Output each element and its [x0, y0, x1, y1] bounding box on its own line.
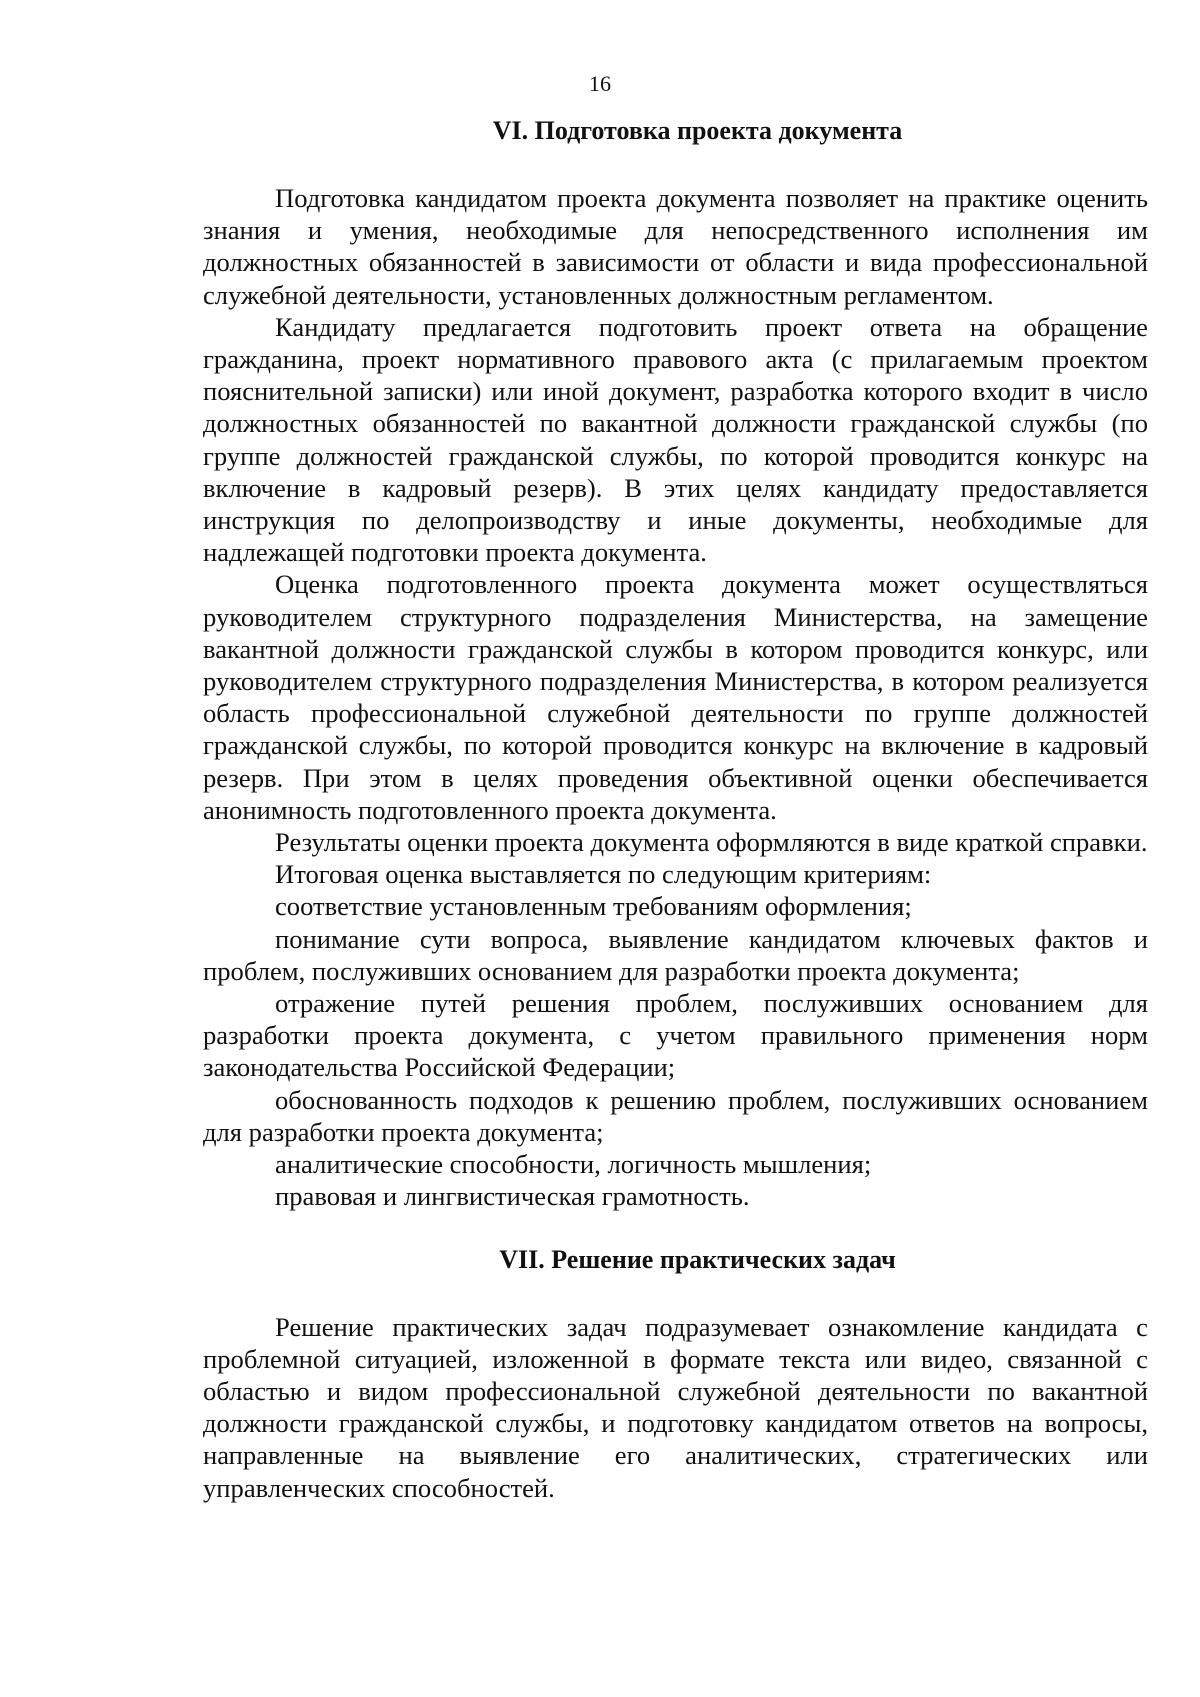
section-6-body: [203, 182, 1148, 1213]
criteria-item: аналитические способности, логичность мышления;: [275, 1149, 872, 1180]
criteria-item: соответствие установленным требованиям оформления;: [275, 891, 912, 922]
paragraph: Итоговая оценка выставляется по следующим критериям:: [275, 859, 932, 890]
criteria-item: отражение путей решения проблем, послуживших основанием для разработки проекта документа, с учетом правильного применения норм законодательства Российской Федерации;: [203, 988, 1148, 1083]
section-7-heading: VII. Решение практических задач: [499, 1244, 896, 1274]
paragraph: Результаты оценки проекта документа оформляются в виде краткой справки.: [275, 827, 1148, 858]
page-content: [203, 114, 1148, 1504]
criteria-item: обоснованность подходов к решению проблем, послуживших основанием для разработки проекта документа;: [203, 1084, 1148, 1147]
section-7-body: [203, 1311, 1148, 1504]
paragraph: Оценка подготовленного проекта документа может осуществляться руководителем структурного подразделения Министерства, на замещение вакантной должности гражданской службы в котором проводится конкурс, или руководителем структурного подразделения Министерства, в котором реализуется область профессиональной служебной деятельности по группе должностей гражданской службы, по которой проводится конкурс на включение в кадровый резерв. При этом в целях проведения объективной оценки обеспечивается анонимность подготовленного проекта документа.: [203, 569, 1148, 825]
section-6-heading: VI. Подготовка проекта документа: [492, 116, 903, 145]
paragraph: Подготовка кандидатом проекта документа позволяет на практике оценить знания и умения, необходимые для непосредственного исполнения им должностных обязанностей в зависимости от области и вида профессиональной служебной деятельности, установленных должностным регламентом.: [203, 183, 1148, 310]
paragraph: Решение практических задач подразумевает ознакомление кандидата с проблемной ситуацией, изложенной в формате текста или видео, связанной с областью и видом профессиональной служебной деятельности по вакантной должности гражданской службы, и подготовку кандидатом ответов на вопросы, направленные на выявление его аналитических, стратегических или управленческих способностей.: [203, 1311, 1148, 1503]
paragraph: Кандидату предлагается подготовить проект ответа на обращение гражданина, проект нормативного правового акта (с прилагаемым проектом пояснительной записки) или иной документ, разработка которого входит в число должностных обязанностей по вакантной должности гражданской службы (по группе должностей гражданской службы, по которой проводится конкурс на включение в кадровый резерв). В этих целях кандидату предоставляется инструкция по делопроизводству и иные документы, необходимые для надлежащей подготовки проекта документа.: [203, 311, 1148, 568]
page-number: 16: [589, 71, 611, 96]
criteria-item: правовая и лингвистическая грамотность.: [275, 1181, 750, 1212]
criteria-item: понимание сути вопроса, выявление кандидатом ключевых фактов и проблем, послуживших основанием для разработки проекта документа;: [203, 923, 1148, 986]
